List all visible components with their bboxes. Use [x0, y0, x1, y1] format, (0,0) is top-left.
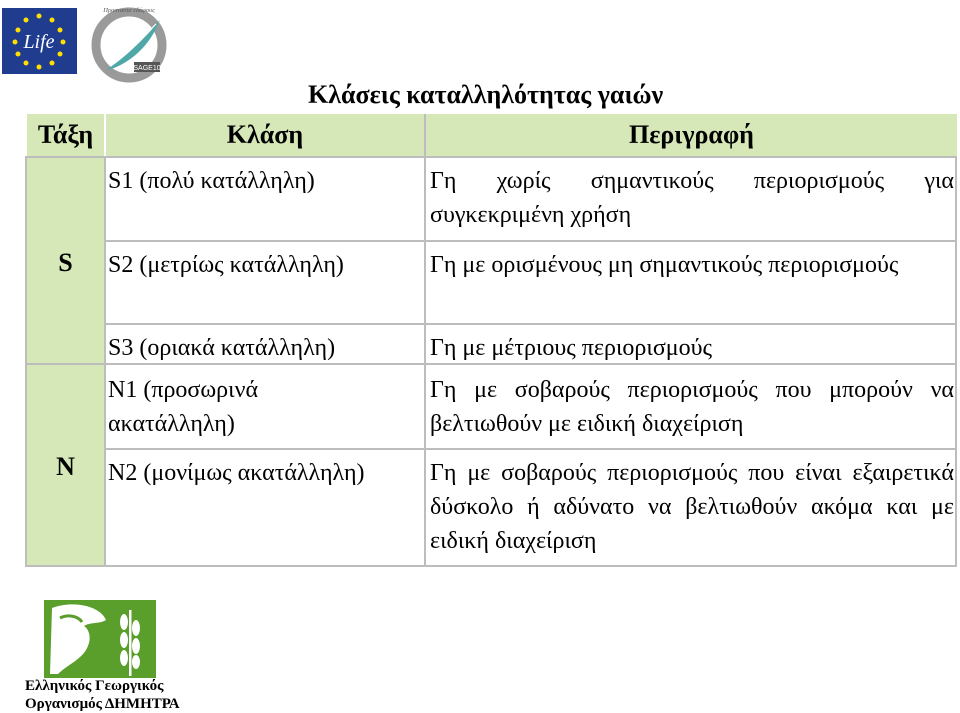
row-n2-class: N2 (μονίμως ακατάλληλη)	[108, 460, 365, 486]
row-n2-description: Γη με σοβαρούς περιορισμούς που είναι εξαιρετικά δύσκολο ή αδύνατο να βελτιωθούν ακόμα και με ειδική διαχείριση	[430, 460, 954, 554]
table-rule	[104, 448, 957, 450]
demeter-logo	[44, 600, 156, 678]
table-rule	[424, 114, 426, 567]
row-s2-description: Γη με ορισμένους μη σημαντικούς περιορισμούς	[430, 252, 899, 278]
organization-line-2: Οργανισμός ΔΗΜΗΤΡΑ	[25, 696, 180, 712]
eu-life-text: Life	[23, 31, 55, 53]
header-class: Κλάση	[106, 114, 424, 156]
row-n1-description: Γη με σοβαρούς περιορισμούς που μπορούν να βελτιωθούν με ειδική διαχείριση	[430, 377, 954, 437]
table-rule	[104, 323, 957, 325]
sage-logo	[86, 2, 172, 88]
header-order: Τάξη	[27, 114, 104, 156]
row-s2-class: S2 (μετρίως κατάλληλη)	[108, 252, 344, 278]
table-rule	[27, 565, 957, 567]
row-s1-class: S1 (πολύ κατάλληλη)	[108, 168, 315, 194]
table-rule	[27, 156, 957, 158]
order-s: S	[58, 248, 73, 277]
table-rule	[27, 363, 957, 365]
table-rule	[104, 156, 106, 567]
page-title: Κλάσεις καταλληλότητας γαιών	[308, 80, 664, 109]
order-n: N	[56, 452, 75, 481]
eu-life-logo	[2, 8, 77, 74]
sage-ring-text: Προστασία εδάφους	[103, 7, 155, 14]
organization-line-1: Ελληνικός Γεωργικός	[25, 678, 164, 694]
table-rule	[25, 156, 27, 567]
row-s3-class: S3 (οριακά κατάλληλη)	[108, 335, 336, 361]
row-n1-class: N1 (προσωρινά ακατάλληλη)	[108, 377, 259, 437]
row-s3-description: Γη με μέτριους περιορισμούς	[430, 335, 713, 361]
header-description: Περιγραφή	[426, 114, 957, 156]
organization-name	[25, 677, 180, 713]
table-rule	[955, 156, 957, 567]
table-rule	[104, 240, 957, 242]
sage-text: SAGE10	[133, 65, 161, 72]
row-s1-description: Γη χωρίς σημαντικούς περιορισμούς για συγκεκριμένη χρήση	[430, 168, 954, 228]
